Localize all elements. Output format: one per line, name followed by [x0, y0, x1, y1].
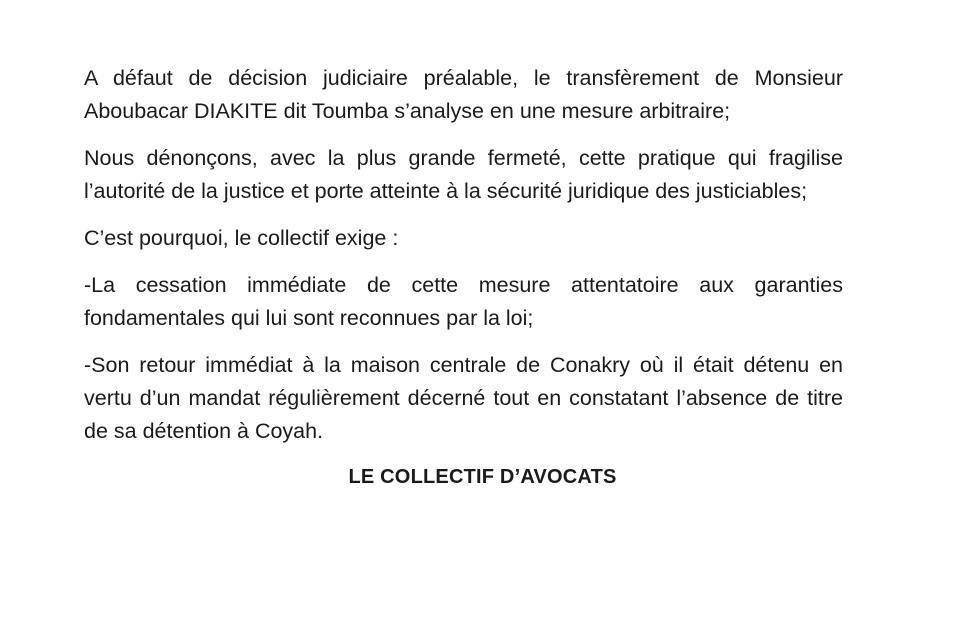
paragraph-arbitrary-transfer: A défaut de décision judiciaire préalable, le transfèrement de Monsieur Aboubacar DIAKITE dit Toumba s’analyse en une mesure arbitraire;: [84, 66, 843, 123]
paragraph-demand-return: -Son retour immédiat à la maison centrale de Conakry où il était détenu en vertu d’un mandat régulièrement décerné tout en constatant l’absence de titre de sa détention à Coyah.: [84, 353, 843, 443]
paragraph-demands-intro: C’est pourquoi, le collectif exige :: [84, 226, 399, 250]
signature: LE COLLECTIF D’AVOCATS: [348, 466, 617, 488]
paragraph-demand-cessation: -La cessation immédiate de cette mesure attentatoire aux garanties fondamentales qui lui sont reconnues par la loi;: [84, 273, 843, 330]
paragraph-denunciation: Nous dénonçons, avec la plus grande fermeté, cette pratique qui fragilise l’autorité de la justice et porte atteinte à la sécurité juridique des justiciables;: [84, 146, 843, 203]
